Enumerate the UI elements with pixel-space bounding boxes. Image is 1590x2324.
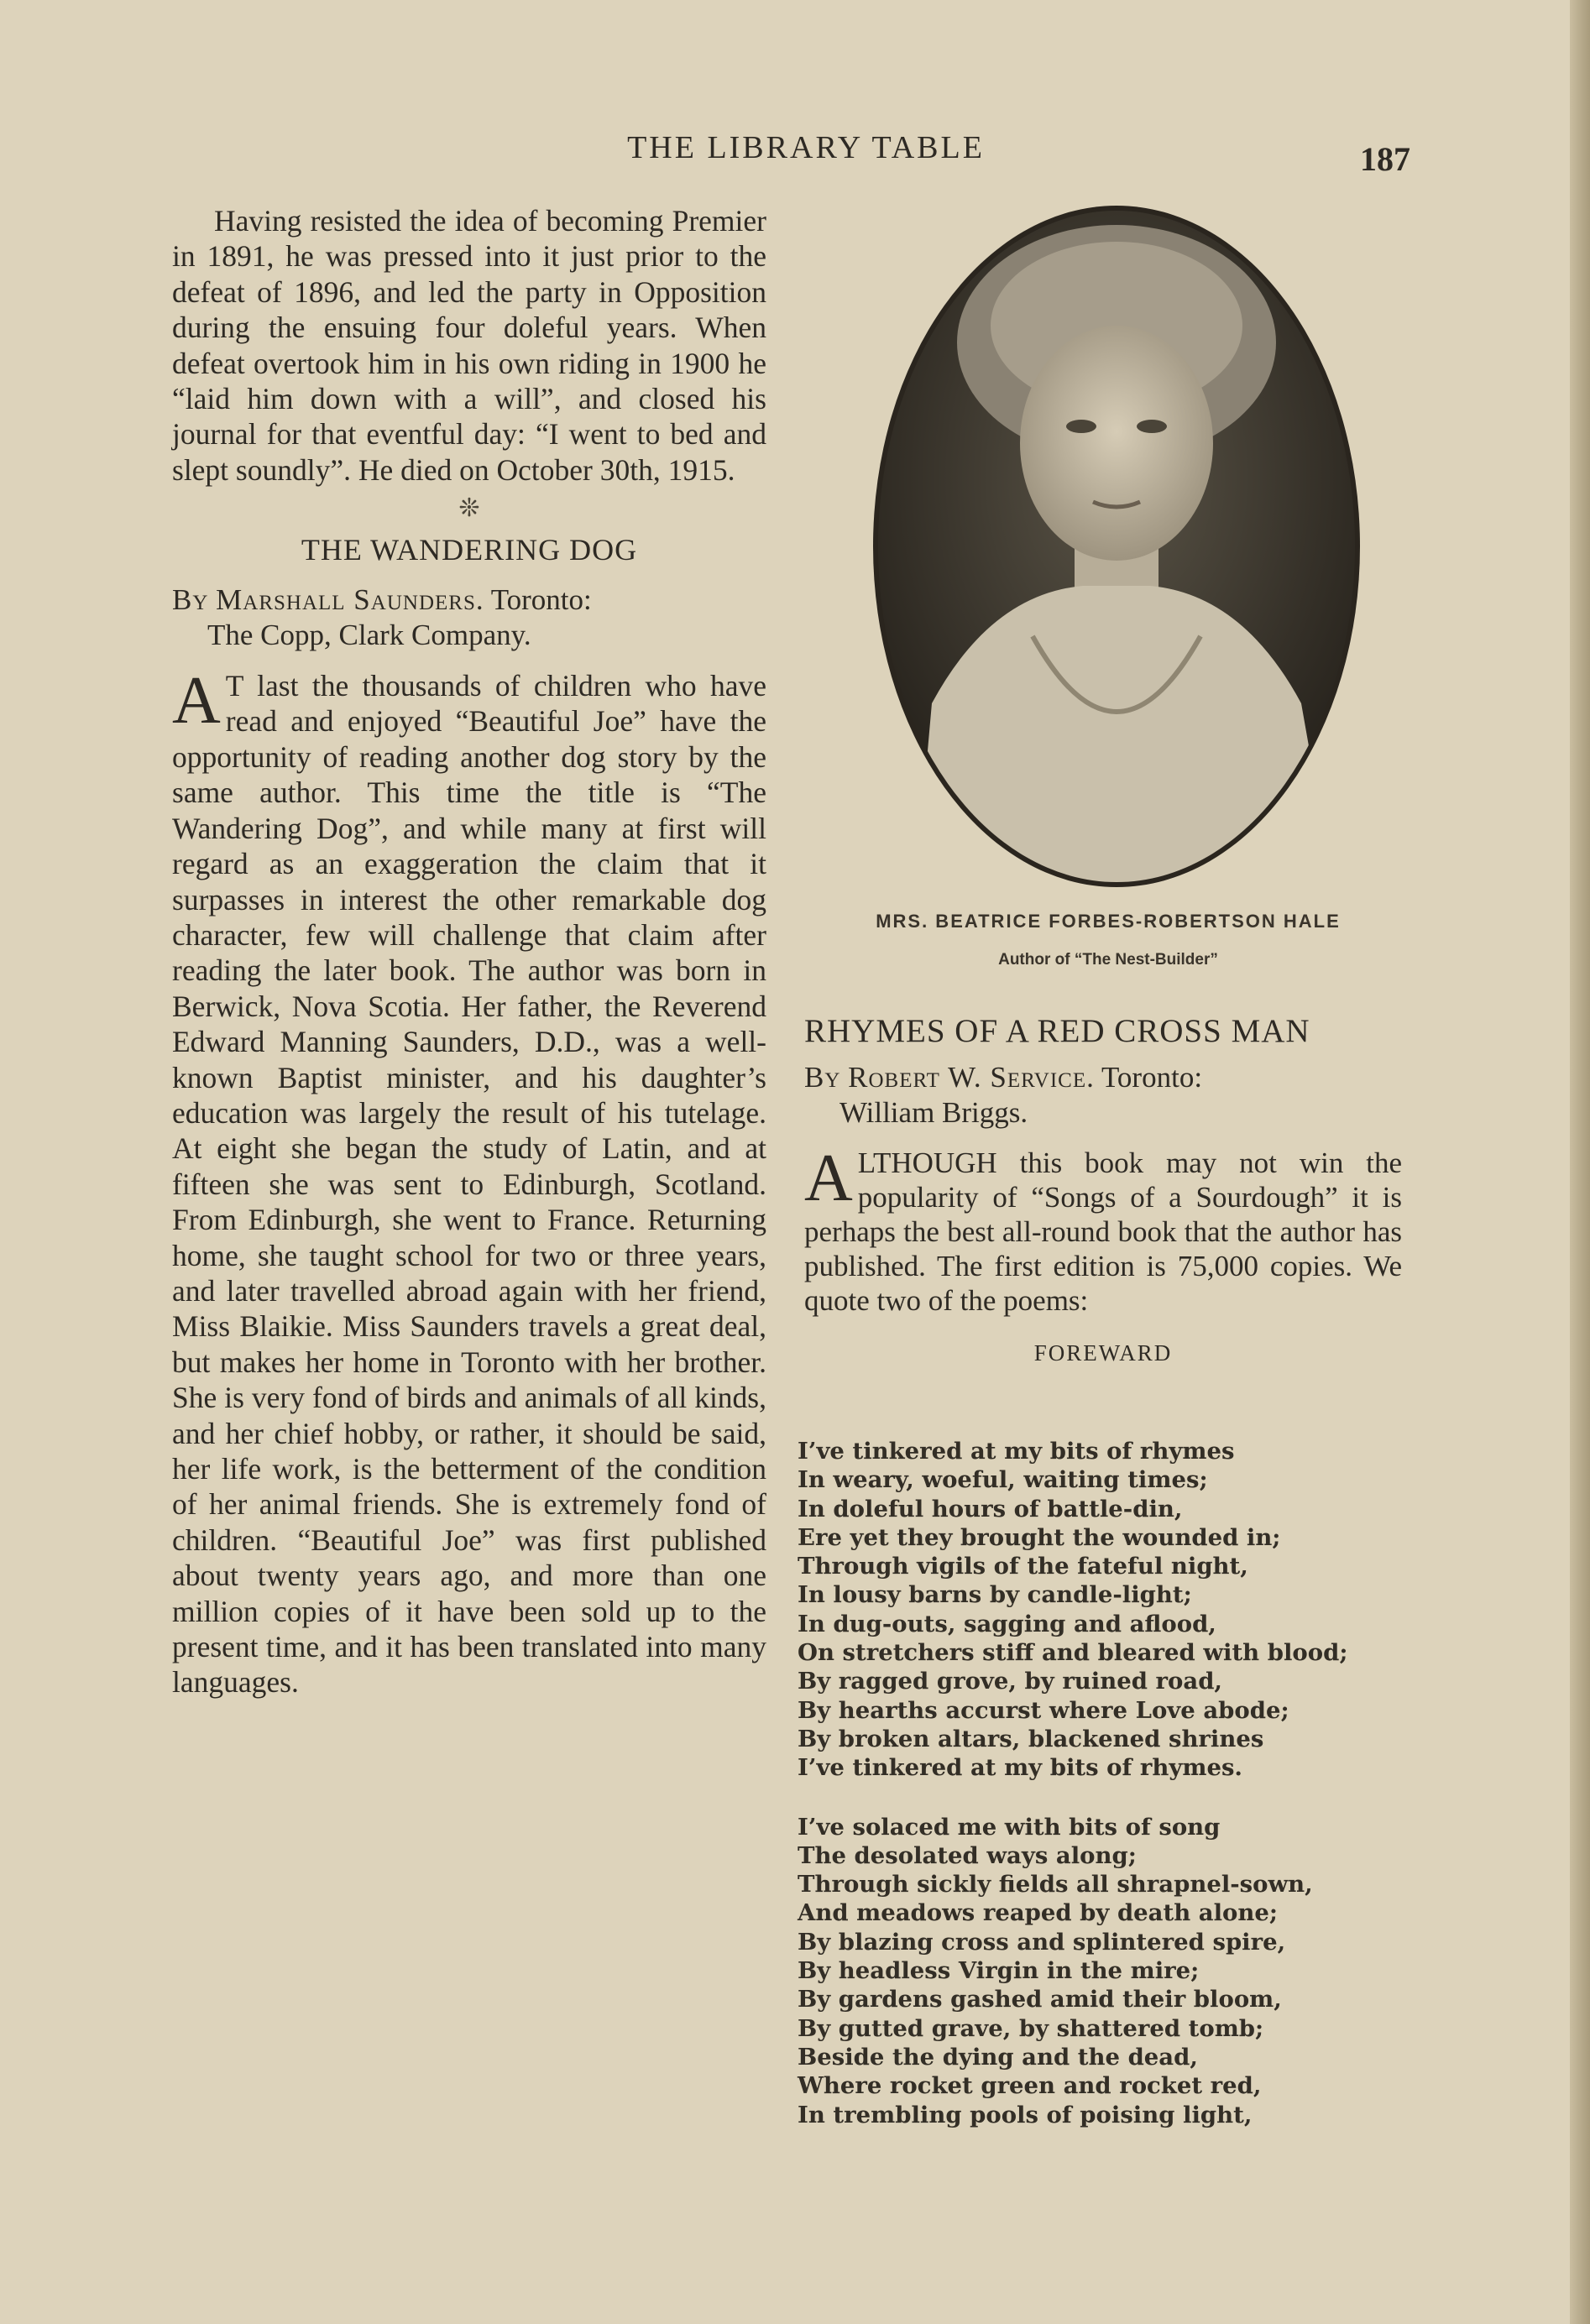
poem-line: Through vigils of the fateful night,: [798, 1553, 1248, 1580]
poem-line: On stretchers stiff and bleared with blood;: [798, 1639, 1348, 1667]
byline-city: Toronto:: [490, 583, 592, 617]
byline-publisher: The Copp, Clark Company.: [207, 619, 531, 652]
byline-author: Robert W. Service.: [848, 1061, 1095, 1094]
poem-line: In lousy barns by candle-light;: [798, 1581, 1192, 1609]
running-head: THE LIBRARY TABLE: [627, 130, 985, 165]
page-number: 187: [1360, 140, 1410, 178]
poem-line: In doleful hours of battle-din,: [798, 1495, 1183, 1522]
poem-line: In dug-outs, sagging and aflood,: [798, 1610, 1216, 1637]
page-edge: [1570, 0, 1590, 2324]
poem-line: I’ve tinkered at my bits of rhymes: [798, 1438, 1235, 1465]
poem-line: Through sickly fields all shrapnel-sown,: [798, 1871, 1313, 1898]
dropcap-letter: A: [804, 1141, 853, 1215]
byline-rhymes: [804, 1060, 1402, 1131]
left-column: [172, 203, 766, 1700]
dropcap-letter: A: [172, 664, 221, 739]
byline-wandering-dog: [172, 582, 766, 653]
review-body-wandering-dog: [172, 664, 766, 1700]
poem-line: The desolated ways along;: [798, 1841, 1137, 1869]
asterism-ornament: ❊: [458, 494, 480, 523]
opening-paragraph: Having resisted the idea of becoming Premier in 1891, he was pressed into it just prior to the defeat of 1896, and led the party in Opposition during the ensuing four doleful years. When defeat overtook him in his own riding in 1900 he “laid him down with a will”, and closed his journal for that eventful day: “I went to bed and slept soundly”. He died on October 30th, 1915.: [172, 204, 766, 487]
review-body-rhymes: [804, 1141, 1402, 1318]
poem-line: By blazing cross and splintered spire,: [798, 1928, 1286, 1956]
poem-line: In trembling pools of poising light,: [798, 2101, 1253, 2128]
poem-title: FOREWARD: [1033, 1340, 1173, 1366]
review-title-wandering-dog: THE WANDERING DOG: [301, 532, 638, 567]
poem-line: Ere yet they brought the wounded in;: [798, 1523, 1281, 1551]
poem-line: I’ve solaced me with bits of song: [798, 1813, 1221, 1841]
poem: [798, 1437, 1427, 2129]
poem-line: I’ve tinkered at my bits of rhymes.: [798, 1754, 1243, 1782]
poem-line: Beside the dying and the dead,: [798, 2043, 1198, 2071]
poem-line: And meadows reaped by death alone;: [798, 1899, 1279, 1927]
byline-prefix: By: [172, 583, 209, 617]
byline-prefix: By: [804, 1061, 841, 1094]
poem-line: In weary, woeful, waiting times;: [798, 1466, 1208, 1494]
portrait-caption: MRS. BEATRICE FORBES-ROBERTSON HALE: [876, 911, 1341, 932]
stanza-break: [798, 1783, 1427, 1813]
poem-line: By ragged grove, by ruined road,: [798, 1668, 1222, 1695]
right-column: [804, 1014, 1402, 1389]
poem-line: By headless Virgin in the mire;: [798, 1957, 1200, 1985]
poem-line: By hearths accurst where Love abode;: [798, 1696, 1289, 1724]
poem-line: By gutted grave, by shattered tomb;: [798, 2014, 1264, 2042]
byline-publisher: William Briggs.: [839, 1096, 1028, 1129]
portrait-photo: [865, 200, 1368, 893]
byline-city: Toronto:: [1101, 1061, 1203, 1094]
review-text: LTHOUGH this book may not win the popularity of “Songs of a Sourdough” it is perhaps the best all-round book that the author has published. The first edition is 75,000 copies. We quote two of the poems:: [804, 1146, 1402, 1317]
poem-line: By gardens gashed amid their bloom,: [798, 1986, 1282, 2013]
review-title-rhymes: RHYMES OF A RED CROSS MAN: [804, 1013, 1310, 1049]
portrait-subcaption: Author of “The Nest-Builder”: [998, 951, 1218, 969]
poem-line: Where rocket green and rocket red,: [798, 2072, 1262, 2100]
review-text: T last the thousands of children who have read and enjoyed “Beautiful Joe” have the opportunity of reading another dog story by the same author. This time the title is “The Wandering Dog”, and while many at first will regard as an exaggeration the claim that it surpasses in interest the other remarkable dog character, few will challenge that claim after reading the later book. The author was born in Berwick, Nova Scotia. Her father, the Reverend Edward Manning Saunders, D.D., was a well-known Baptist minister, and his daughter’s education was largely the result of his tutelage. At eight she began the study of Latin, and at fifteen she was sent to Edinburgh, Scotland. From Edinburgh, she went to France. Returning home, she taught school for two or three years, and later travelled abroad again with her friend, Miss Blaikie. Miss Saunders travels a great deal, but makes her home in Toronto with her brother. She is very fond of birds and animals of all kinds, and her chief hobby, or rather, it should be said, her life work, is the betterment of the condition of her animal friends. She is extremely fond of children. “Beautiful Joe” was first published about twenty years ago, and more than one million copies of it have been sold up to the present time, and it has been translated into many languages.: [172, 669, 766, 1700]
poem-line: By broken altars, blackened shrines: [798, 1725, 1264, 1752]
byline-author: Marshall Saunders.: [216, 583, 484, 617]
